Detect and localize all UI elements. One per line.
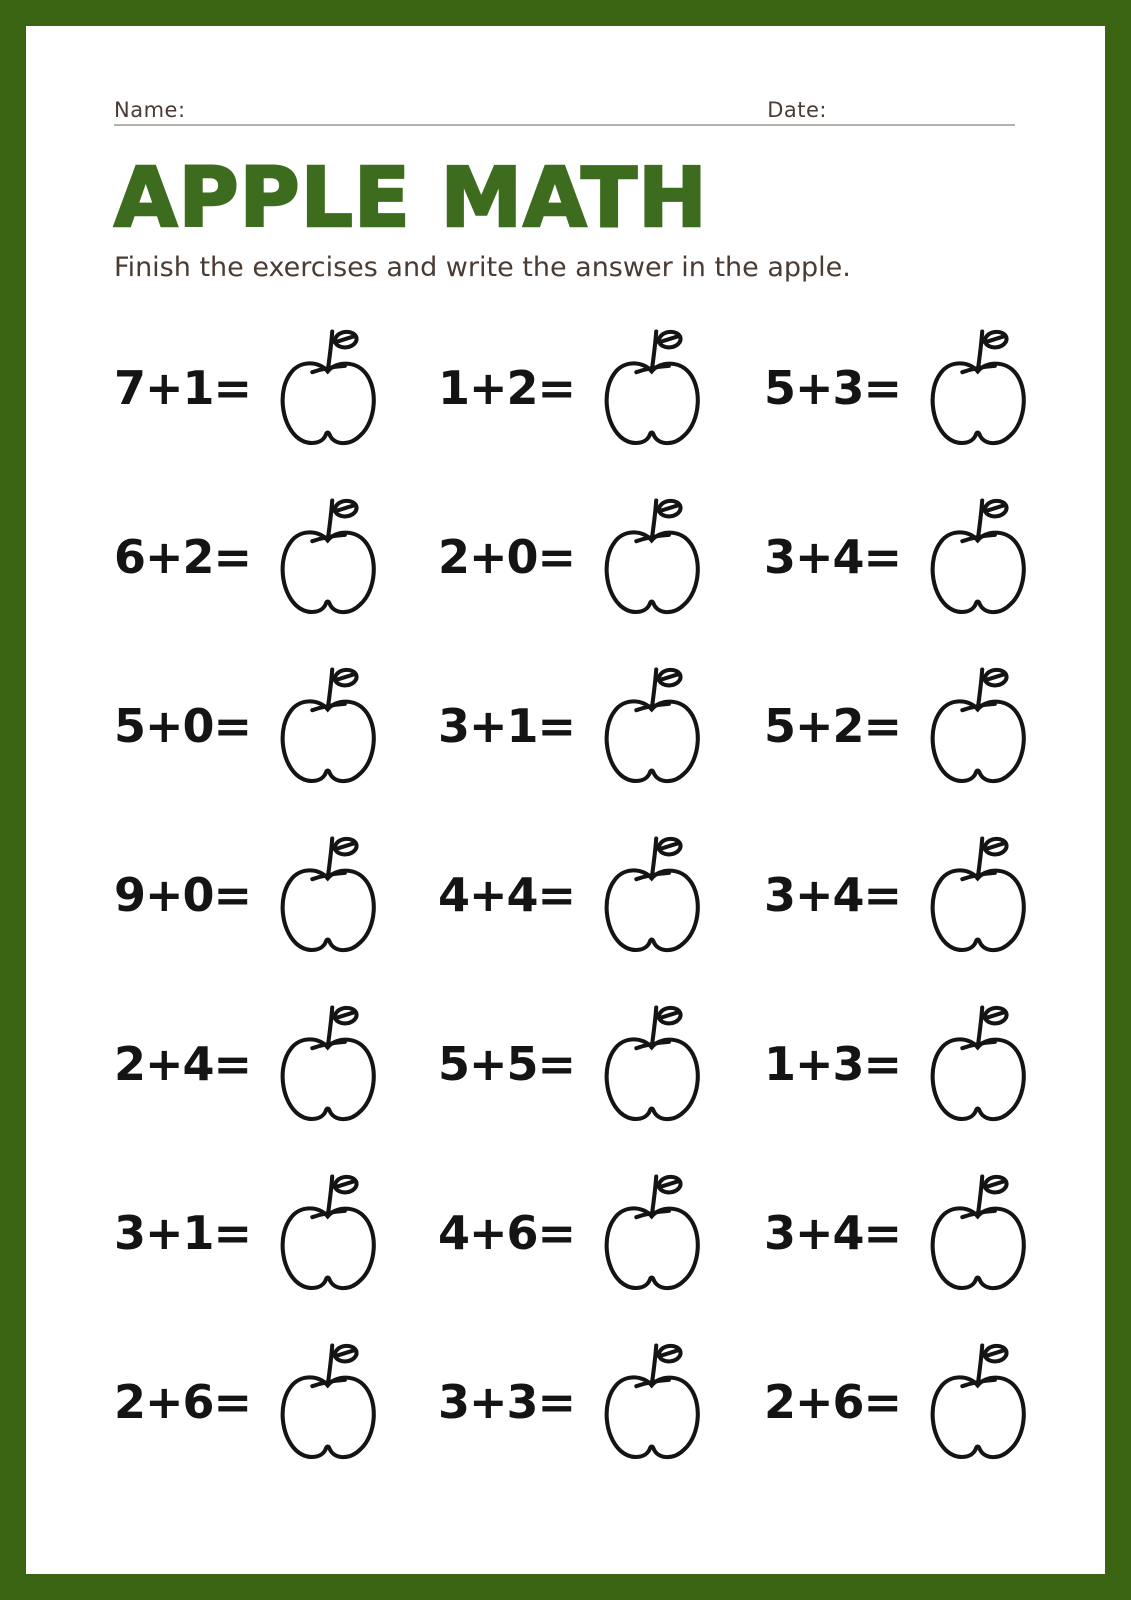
exercise-cell	[114, 1148, 438, 1317]
apple-answer-icon[interactable]	[273, 665, 386, 787]
name-label: Name:	[114, 98, 186, 122]
exercise-label: 3+4=	[764, 1205, 902, 1260]
exercise-label: 5+5=	[438, 1036, 576, 1091]
exercise-label: 4+6=	[438, 1205, 576, 1260]
exercise-cell	[764, 1148, 1036, 1317]
exercise-cell	[114, 810, 438, 979]
instructions-text: Finish the exercises and write the answer in the apple.	[114, 252, 851, 284]
exercise-cell	[764, 979, 1036, 1148]
apple-answer-icon[interactable]	[923, 496, 1036, 618]
exercise-label: 4+4=	[438, 867, 576, 922]
apple-answer-icon[interactable]	[597, 1341, 710, 1463]
exercise-cell	[764, 810, 1036, 979]
exercise-cell	[114, 979, 438, 1148]
apple-answer-icon[interactable]	[923, 327, 1036, 449]
exercise-label: 7+1=	[114, 360, 252, 415]
exercise-label: 6+2=	[114, 529, 252, 584]
exercise-cell	[764, 1317, 1036, 1486]
exercise-cell	[764, 472, 1036, 641]
exercise-cell	[438, 810, 764, 979]
apple-answer-icon[interactable]	[923, 834, 1036, 956]
exercise-cell	[114, 472, 438, 641]
apple-answer-icon[interactable]	[597, 496, 710, 618]
exercise-cell	[114, 1317, 438, 1486]
exercise-cell	[438, 641, 764, 810]
exercise-cell	[438, 1148, 764, 1317]
apple-answer-icon[interactable]	[597, 834, 710, 956]
exercise-cell	[764, 641, 1036, 810]
exercise-label: 2+6=	[764, 1374, 902, 1429]
exercise-cell	[764, 303, 1036, 472]
apple-answer-icon[interactable]	[923, 1341, 1036, 1463]
apple-answer-icon[interactable]	[273, 834, 386, 956]
exercise-label: 3+4=	[764, 529, 902, 584]
exercise-label: 5+0=	[114, 698, 252, 753]
apple-answer-icon[interactable]	[273, 1341, 386, 1463]
exercise-label: 3+3=	[438, 1374, 576, 1429]
exercise-cell	[114, 641, 438, 810]
apple-answer-icon[interactable]	[923, 665, 1036, 787]
exercise-label: 2+0=	[438, 529, 576, 584]
apple-answer-icon[interactable]	[597, 1003, 710, 1125]
date-label: Date:	[767, 98, 827, 122]
worksheet-page	[26, 26, 1105, 1574]
exercise-label: 1+2=	[438, 360, 576, 415]
exercise-cell	[438, 303, 764, 472]
apple-answer-icon[interactable]	[597, 327, 710, 449]
exercise-label: 3+1=	[114, 1205, 252, 1260]
exercise-label: 9+0=	[114, 867, 252, 922]
exercise-label: 5+2=	[764, 698, 902, 753]
exercise-label: 3+1=	[438, 698, 576, 753]
exercise-label: 3+4=	[764, 867, 902, 922]
exercise-label: 2+6=	[114, 1374, 252, 1429]
apple-answer-icon[interactable]	[273, 1003, 386, 1125]
apple-answer-icon[interactable]	[273, 496, 386, 618]
exercise-cell	[438, 979, 764, 1148]
apple-answer-icon[interactable]	[923, 1003, 1036, 1125]
exercise-cell	[438, 472, 764, 641]
apple-answer-icon[interactable]	[273, 327, 386, 449]
page-title: APPLE MATH	[114, 151, 708, 246]
apple-answer-icon[interactable]	[923, 1172, 1036, 1294]
exercise-label: 5+3=	[764, 360, 902, 415]
name-date-row	[114, 98, 1015, 126]
exercise-label: 2+4=	[114, 1036, 252, 1091]
apple-answer-icon[interactable]	[597, 1172, 710, 1294]
apple-answer-icon[interactable]	[597, 665, 710, 787]
exercise-grid	[114, 303, 1015, 1486]
exercise-label: 1+3=	[764, 1036, 902, 1091]
exercise-cell	[114, 303, 438, 472]
apple-answer-icon[interactable]	[273, 1172, 386, 1294]
exercise-cell	[438, 1317, 764, 1486]
